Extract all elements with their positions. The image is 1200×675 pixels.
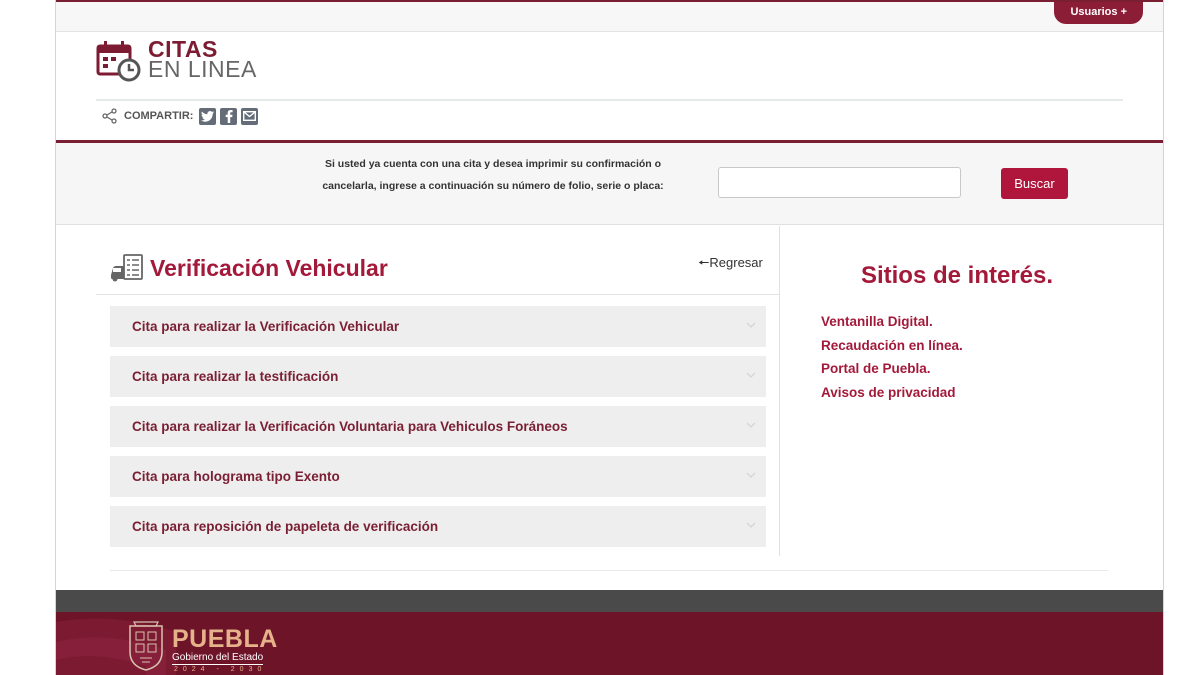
sidebar-link-portal[interactable]: Portal de Puebla.	[821, 361, 931, 376]
search-prompt-line1: Si usted ya cuenta con una cita y desea imprimir su confirmación o	[324, 158, 662, 170]
share-bar	[102, 106, 258, 126]
search-prompt-line2: cancelarla, ingrese a continuación su número de folio, serie o placa:	[322, 180, 664, 192]
accordion-item-label: Cita para realizar la Verificación Voluntaria para Vehiculos Foráneos	[132, 419, 568, 434]
share-icon	[102, 108, 118, 124]
top-bar	[56, 0, 1163, 32]
accordion-item-label: Cita para holograma tipo Exento	[132, 469, 340, 484]
site-logo[interactable]	[96, 36, 286, 86]
back-link[interactable]	[698, 254, 763, 276]
footer-brand: PUEBLA	[172, 625, 278, 653]
footer	[56, 612, 1163, 675]
search-prompt	[296, 153, 690, 197]
car-checklist-icon	[110, 253, 144, 283]
section-divider	[96, 294, 780, 295]
facebook-icon[interactable]	[220, 108, 237, 125]
chevron-down-icon	[746, 420, 756, 430]
search-button[interactable]: Buscar	[1001, 168, 1068, 199]
share-label: COMPARTIR:	[124, 110, 194, 122]
footer-strip	[56, 590, 1163, 612]
sidebar-link-avisos[interactable]: Avisos de privacidad	[821, 384, 956, 400]
sidebar-link-ventanilla[interactable]: Ventanilla Digital.	[821, 314, 933, 329]
search-strip	[56, 140, 1163, 225]
accordion-item-label: Cita para realizar la testificación	[132, 369, 339, 384]
sidebar	[781, 226, 1164, 556]
accordion-item[interactable]	[110, 406, 766, 447]
chevron-down-icon	[746, 520, 756, 530]
section-title: Verificación Vehicular	[150, 254, 388, 281]
main-content	[56, 226, 780, 556]
calendar-clock-icon	[96, 40, 142, 82]
email-icon[interactable]	[241, 108, 258, 125]
footer-years: 2024 - 2030	[174, 666, 267, 673]
twitter-icon[interactable]	[199, 108, 216, 125]
accordion-item[interactable]	[110, 506, 766, 547]
chevron-down-icon	[746, 320, 756, 330]
sidebar-links	[821, 310, 963, 404]
arrow-left-icon: 🠔	[698, 255, 710, 270]
accordion-item[interactable]	[110, 456, 766, 497]
page	[55, 0, 1164, 675]
users-button[interactable]: Usuarios +	[1054, 2, 1143, 24]
content-divider	[110, 570, 1108, 571]
accordion-item-label: Cita para reposición de papeleta de verificación	[132, 519, 439, 534]
chevron-down-icon	[746, 370, 756, 380]
coat-of-arms-icon	[126, 620, 166, 672]
sidebar-title: Sitios de interés.	[860, 262, 1054, 289]
chevron-down-icon	[746, 470, 756, 480]
accordion-item[interactable]	[110, 356, 766, 397]
logo-title: CITAS	[148, 36, 218, 62]
folio-search-input[interactable]	[718, 167, 961, 198]
section-header	[110, 250, 388, 286]
accordion-item[interactable]	[110, 306, 766, 347]
logo-subtitle: EN LINEA	[148, 56, 257, 82]
header-divider	[96, 99, 1123, 101]
footer-subtitle: Gobierno del Estado	[172, 652, 264, 663]
back-link-label: Regresar	[709, 255, 763, 270]
sidebar-link-recaudacion[interactable]: Recaudación en línea.	[821, 337, 963, 353]
accordion-item-label: Cita para realizar la Verificación Vehicular	[132, 319, 400, 334]
